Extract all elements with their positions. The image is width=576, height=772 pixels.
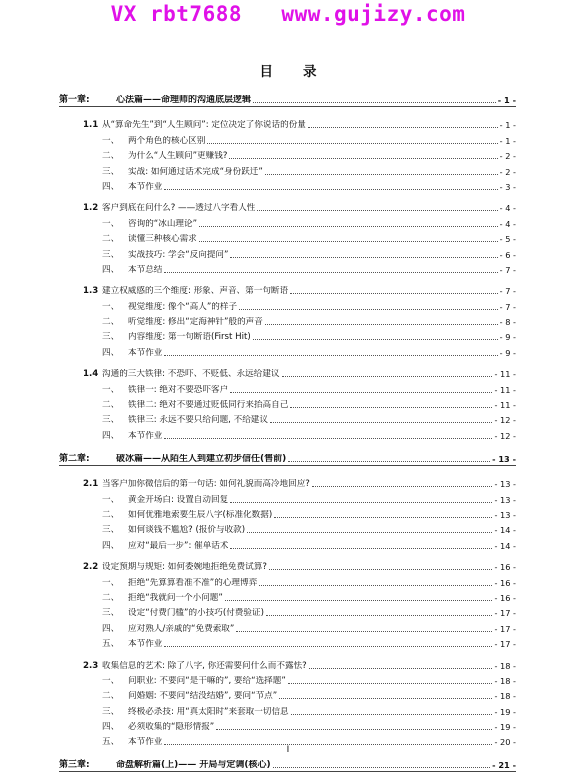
dot-leader [253, 338, 498, 340]
toc-entry-number: 二、 [102, 691, 120, 702]
toc-entry-number: 一、 [102, 301, 120, 312]
toc-entry-label: 本节作业 [128, 181, 163, 192]
toc-item-row[interactable] [59, 603, 516, 618]
dot-leader [239, 308, 498, 310]
dot-leader [164, 437, 492, 439]
toc-entry-label: 破冰篇——从陌生人到建立初步信任(售前) [116, 453, 287, 464]
dot-leader [274, 516, 492, 518]
dot-leader [265, 323, 498, 325]
toc-entry-number: 五、 [102, 639, 120, 650]
chapter-underline [59, 106, 516, 107]
toc-item-row[interactable] [59, 260, 516, 275]
dot-leader [230, 256, 497, 258]
toc-entry-number: 三、 [102, 706, 120, 717]
toc-entry-number: 二、 [102, 234, 120, 245]
dot-leader [282, 375, 493, 377]
toc-item-row[interactable] [59, 342, 516, 357]
toc-section-row[interactable] [59, 474, 516, 489]
dot-leader [230, 547, 492, 549]
dot-leader [288, 460, 490, 462]
toc-entry-label: 本节作业 [128, 347, 163, 358]
toc-entry-label: 黄金开场白: 设置自动回复 [128, 494, 229, 505]
toc-entry-label: 沟通的三大铁律: 不恐吓、不贬低、永远给建议 [102, 369, 280, 380]
toc-entry-page: - 14 - [494, 540, 516, 551]
toc-entry-label: 实战技巧: 学会“反向提问” [128, 249, 229, 260]
toc-entry-page: - 16 - [494, 592, 516, 603]
toc-entry-number: 四、 [102, 430, 120, 441]
toc-entry-number: 1.1 [83, 120, 99, 131]
dot-leader [164, 645, 492, 647]
toc-section-row[interactable] [59, 198, 516, 213]
toc-entry-number: 1.4 [83, 369, 99, 380]
toc-entry-number: 第一章: [59, 95, 90, 105]
toc-entry-label: 设定预期与规矩: 如何委婉地拒绝免费试算? [102, 562, 267, 573]
toc-item-row[interactable] [59, 701, 516, 716]
toc-entry-page: - 21 - [492, 760, 516, 771]
toc-entry-number: 三、 [102, 332, 120, 343]
toc-entry-label: 命盘解析篇(上)—— 开局与定调(核心) [116, 760, 271, 771]
toc-entry-number: 五、 [102, 737, 120, 748]
toc-entry-page: - 1 - [497, 95, 516, 105]
toc-entry-number: 一、 [102, 494, 120, 505]
toc-entry-number: 一、 [102, 675, 120, 686]
toc-title: 目录 [259, 64, 347, 80]
toc-entry-page: - 6 - [499, 249, 516, 260]
toc-entry-label: 建立权威感的三个维度: 形象、声音、第一句断语 [102, 286, 289, 297]
dot-leader [309, 667, 493, 669]
dot-leader [247, 531, 492, 533]
toc-entry-number: 一、 [102, 577, 120, 588]
toc-entry-number: 四、 [102, 264, 120, 275]
toc-entry-label: 拒绝“我就问一个小问题” [128, 592, 223, 603]
dot-leader [288, 682, 493, 684]
dot-leader [164, 188, 497, 190]
toc-entry-page: - 2 - [499, 166, 516, 177]
toc-entry-label: 当客户加你微信后的第一句话: 如何礼貌而高冷地回应? [102, 479, 310, 490]
toc-entry-page: - 11 - [494, 400, 516, 411]
toc-entry-number: 第三章: [59, 760, 90, 771]
toc-entry-page: - 11 - [494, 384, 516, 395]
dot-leader [266, 614, 493, 616]
dot-leader [273, 766, 491, 768]
toc-entry-number: 三、 [102, 608, 120, 619]
toc-entry-page: - 9 - [499, 332, 516, 343]
toc-chapter-row[interactable] [59, 449, 516, 464]
toc-entry-number: 二、 [102, 592, 120, 603]
toc-section-row[interactable] [59, 115, 516, 130]
toc-entry-label: 问职业: 不要问“是干嘛的”, 要给“选择题” [128, 675, 286, 686]
toc-item-row[interactable] [59, 588, 516, 603]
toc-entry-label: 视觉维度: 像个“高人”的样子 [128, 301, 238, 312]
toc-item-row[interactable] [59, 379, 516, 394]
toc-entry-label: 收集信息的艺术: 除了八字, 你还需要问什么而不露怯? [102, 660, 307, 671]
toc-item-row[interactable] [59, 213, 516, 228]
toc-entry-page: - 19 - [494, 722, 516, 733]
dot-leader [216, 728, 492, 730]
dot-leader [230, 391, 492, 393]
toc-entry-page: - 17 - [494, 608, 516, 619]
toc-item-row[interactable] [59, 505, 516, 520]
toc-entry-number: 三、 [102, 249, 120, 260]
toc-item-row[interactable] [59, 717, 516, 732]
toc-section-row[interactable] [59, 281, 516, 296]
toc-section-row[interactable] [59, 364, 516, 379]
dot-leader [164, 354, 497, 356]
toc-item-row[interactable] [59, 312, 516, 327]
dot-leader [164, 271, 497, 273]
toc-entry-label: 为什么“人生顾问”更赚钱? [128, 151, 228, 162]
toc-item-row[interactable] [59, 229, 516, 244]
toc-entry-page: - 18 - [494, 691, 516, 702]
toc-entry-label: 铁律三: 永远不要只给问题, 不给建议 [128, 415, 268, 426]
dot-leader [290, 406, 492, 408]
toc-entry-label: 如何谈钱不尴尬? (报价与收款) [128, 525, 246, 536]
toc-entry-page: - 13 - [494, 509, 516, 520]
toc-entry-number: 三、 [102, 166, 120, 177]
toc-item-row[interactable] [59, 520, 516, 535]
toc-entry-page: - 4 - [499, 218, 516, 229]
toc-entry-page: - 20 - [494, 737, 516, 748]
dot-leader [265, 173, 498, 175]
toc-item-row[interactable] [59, 244, 516, 259]
toc-entry-label: 终极必杀技: 用“真太阳时”来套取一切信息 [128, 706, 289, 717]
toc-section-row[interactable] [59, 557, 516, 572]
toc-item-row[interactable] [59, 686, 516, 701]
toc-entry-number: 一、 [102, 218, 120, 229]
toc-entry-number: 四、 [102, 540, 120, 551]
toc-entry-number: 2.2 [83, 562, 99, 573]
dot-leader [230, 501, 492, 503]
toc-entry-page: - 13 - [494, 494, 516, 505]
toc-item-row[interactable] [59, 146, 516, 161]
toc-entry-number: 四、 [102, 623, 120, 634]
toc-item-row[interactable] [59, 618, 516, 633]
toc-entry-label: 应对“最后一步”: 催单话术 [128, 540, 229, 551]
toc-item-row[interactable] [59, 327, 516, 342]
toc-entry-number: 2.1 [83, 479, 99, 490]
toc-entry-page: - 12 - [494, 415, 516, 426]
toc-item-row[interactable] [59, 634, 516, 649]
toc-entry-number: 四、 [102, 347, 120, 358]
toc-entry-number: 一、 [102, 384, 120, 395]
dot-leader [199, 225, 498, 227]
toc-entry-page: - 11 - [494, 369, 516, 380]
toc-entry-label: 必须收集的“隐形情报” [128, 722, 215, 733]
toc-entry-number: 四、 [102, 722, 120, 733]
dot-leader [312, 485, 493, 487]
toc-entry-number: 一、 [102, 135, 120, 146]
toc-item-row[interactable] [59, 410, 516, 425]
toc-entry-page: - 13 - [492, 453, 516, 464]
toc-entry-label: 本节总结 [128, 264, 163, 275]
toc-entry-label: 铁律二: 绝对不要通过贬低同行来抬高自己 [128, 400, 289, 411]
toc-entry-page: - 7 - [499, 286, 516, 297]
toc-entry-page: - 17 - [494, 639, 516, 650]
toc-item-row[interactable] [59, 296, 516, 311]
toc-entry-page: - 18 - [494, 660, 516, 671]
dot-leader [259, 584, 492, 586]
toc-entry-label: 拒绝“先算算看准不准”的心理博弈 [128, 577, 258, 588]
toc-entry-label: 本节作业 [128, 639, 163, 650]
dot-leader [291, 713, 493, 715]
dot-leader [269, 568, 493, 570]
toc-entry-number: 三、 [102, 415, 120, 426]
dot-leader [236, 630, 492, 632]
toc-entry-number: 2.3 [83, 660, 99, 671]
watermark-text: VX rbt7688 www.gujizy.com [110, 2, 466, 26]
toc-entry-page: - 16 - [494, 577, 516, 588]
toc-entry-number: 二、 [102, 317, 120, 328]
chapter-underline [59, 465, 516, 466]
toc-entry-label: 应对熟人/亲戚的“免费索取” [128, 623, 235, 634]
toc-entry-label: 两个角色的核心区别 [128, 135, 206, 146]
toc-entry-label: 本节作业 [128, 430, 163, 441]
toc-chapter-row[interactable] [59, 755, 516, 770]
toc-entry-page: - 19 - [494, 706, 516, 717]
toc-section-row[interactable] [59, 655, 516, 670]
toc-entry-page: - 13 - [494, 479, 516, 490]
table-of-contents [59, 90, 516, 772]
dot-leader [253, 101, 496, 103]
toc-entry-page: - 17 - [494, 623, 516, 634]
toc-entry-page: - 14 - [494, 525, 516, 536]
page-number-footer: I [286, 745, 290, 755]
dot-leader [225, 599, 493, 601]
toc-entry-page: - 3 - [499, 181, 516, 192]
toc-entry-page: - 9 - [499, 347, 516, 358]
toc-entry-label: 读懂三种核心需求 [128, 234, 197, 245]
toc-entry-page: - 7 - [499, 264, 516, 275]
toc-entry-page: - 8 - [499, 317, 516, 328]
toc-entry-label: 客户到底在问什么? ——透过八字看人性 [102, 203, 256, 214]
toc-entry-label: 从“算命先生”到“人生顾问”: 定位决定了你说话的份量 [102, 120, 306, 131]
toc-item-row[interactable] [59, 535, 516, 550]
toc-item-row[interactable] [59, 395, 516, 410]
dot-leader [229, 157, 497, 159]
toc-entry-page: - 2 - [499, 151, 516, 162]
toc-entry-page: - 1 - [499, 135, 516, 146]
toc-entry-label: 听觉维度: 修出“定海神针”般的声音 [128, 317, 263, 328]
toc-entry-page: - 12 - [494, 430, 516, 441]
toc-entry-number: 二、 [102, 400, 120, 411]
toc-entry-page: - 1 - [499, 120, 516, 131]
toc-entry-label: 如何优雅地索要生辰八字(标准化数据) [128, 509, 273, 520]
toc-entry-page: - 7 - [499, 301, 516, 312]
toc-entry-page: - 18 - [494, 675, 516, 686]
toc-entry-label: 内容维度: 第一句断语(First Hit) [128, 332, 251, 343]
dot-leader [279, 697, 492, 699]
dot-leader [308, 126, 498, 128]
toc-entry-label: 咨询的“冰山理论” [128, 218, 198, 229]
toc-item-row[interactable] [59, 130, 516, 145]
toc-entry-number: 三、 [102, 525, 120, 536]
dot-leader [207, 142, 497, 144]
toc-entry-label: 问婚姻: 不要问“结没结婚”, 要问“节点” [128, 691, 278, 702]
dot-leader [199, 240, 498, 242]
toc-entry-page: - 5 - [499, 234, 516, 245]
toc-entry-label: 设定“付费门槛”的小技巧(付费验证) [128, 608, 264, 619]
toc-item-row[interactable] [59, 671, 516, 686]
toc-entry-number: 二、 [102, 151, 120, 162]
toc-entry-label: 实战: 如何通过话术完成“身份跃迁” [128, 166, 263, 177]
dot-leader [290, 292, 498, 294]
toc-item-row[interactable] [59, 161, 516, 176]
toc-entry-label: 铁律一: 绝对不要恐吓客户 [128, 384, 229, 395]
toc-entry-number: 第二章: [59, 453, 90, 464]
dot-leader [257, 209, 497, 211]
toc-item-row[interactable] [59, 572, 516, 587]
toc-item-row[interactable] [59, 489, 516, 504]
toc-entry-number: 四、 [102, 181, 120, 192]
dot-leader [270, 421, 492, 423]
toc-chapter-row[interactable] [59, 90, 516, 105]
toc-item-row[interactable] [59, 425, 516, 440]
toc-entry-label: 心法篇——命理师的沟通底层逻辑 [116, 95, 252, 105]
toc-entry-page: - 16 - [494, 562, 516, 573]
toc-entry-number: 1.2 [83, 203, 99, 214]
toc-item-row[interactable] [59, 177, 516, 192]
toc-entry-label: 本节作业 [128, 737, 163, 748]
toc-entry-number: 二、 [102, 509, 120, 520]
toc-entry-page: - 4 - [499, 203, 516, 214]
toc-entry-number: 1.3 [83, 286, 99, 297]
